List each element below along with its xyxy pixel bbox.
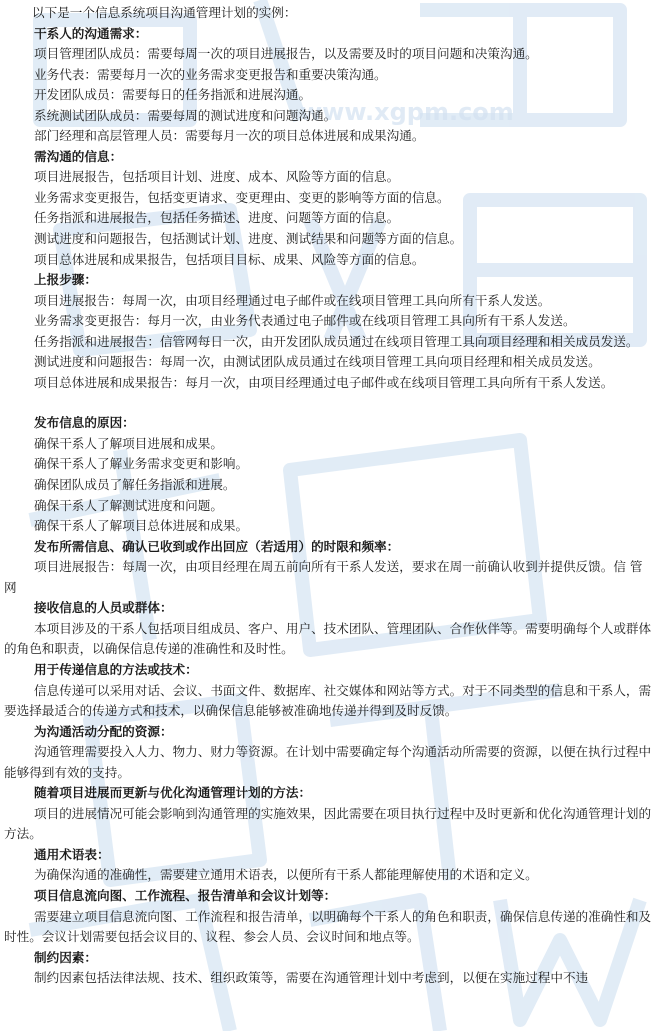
list-item: 部门经理和高层管理人员：需要每月一次的项目总体进展和成果沟通。: [34, 128, 425, 144]
list-item: 业务需求变更报告，包括变更请求、变更理由、变更的影响等方面的信息。: [34, 189, 450, 205]
list-item: 业务需求变更报告：每月一次，由业务代表通过电子邮件或在线项目管理工具向所有干系人发送。: [34, 313, 576, 329]
section-glossary-title: 通用术语表：: [34, 846, 110, 862]
list-item: 系统测试团队成员：需要每周的测试进度和问题沟通。: [34, 107, 337, 123]
section-timing-title: 发布所需信息、确认已收到或作出回应（若适用）的时限和频率：: [34, 538, 400, 554]
paragraph: 需要建立项目信息流向图、工作流程和报告清单，以明确每个干系人的角色和职责，确保信息传递的准确性和及时性。会议计划需要包括会议目的、议程、参会人员、会议时间和地点等。: [4, 908, 652, 945]
list-item: 任务指派和进展报告，包括任务描述、进度、问题等方面的信息。: [34, 210, 400, 226]
section-info-title: 需沟通的信息：: [34, 148, 123, 164]
list-item: 项目管理团队成员：需要每周一次的项目进展报告，以及需要及时的项目问题和决策沟通。: [34, 46, 538, 62]
list-item: 确保干系人了解项目进展和成果。: [34, 435, 223, 451]
paragraph: 为确保沟通的准确性，需要建立通用术语表，以便所有干系人都能理解使用的术语和定义。: [34, 867, 538, 883]
list-item: 项目总体进展和成果报告：每月一次，由项目经理通过电子邮件或在线项目管理工具向所有干系人发送。: [34, 374, 614, 390]
section-resources-title: 为沟通活动分配的资源：: [34, 723, 173, 739]
list-item: 开发团队成员：需要每日的任务指派和进展沟通。: [34, 87, 312, 103]
paragraph: 制约因素包括法律法规、技术、组织政策等，需要在沟通管理计划中考虑到，以便在实施过程中不违: [34, 970, 589, 986]
list-item: 项目进展报告，包括项目计划、进度、成本、风险等方面的信息。: [34, 169, 400, 185]
intro-text: 以下是一个信息系统项目沟通管理计划的实例：: [32, 5, 297, 20]
section-constraints-title: 制约因素：: [34, 949, 97, 965]
section-update-title: 随着项目进展而更新与优化沟通管理计划的方法：: [34, 785, 312, 801]
blank-line: [4, 393, 657, 413]
paragraph: 本项目涉及的干系人包括项目组成员、客户、用户、技术团队、管理团队、合作伙伴等。需要明确每个人或群体的角色和职责，以确保信息传递的准确性和及时性。: [4, 620, 652, 657]
section-reporting-steps-title: 上报步骤：: [34, 272, 97, 288]
watermark-url: www.xgpm.com: [300, 98, 514, 126]
section-flow-title: 项目信息流向图、工作流程、报告清单和会议计划等：: [34, 887, 337, 903]
list-item: 项目进展报告：每周一次，由项目经理通过电子邮件或在线项目管理工具向所有干系人发送。: [34, 292, 551, 308]
list-item: 测试进度和问题报告：每周一次，由测试团队成员通过在线项目管理工具向项目经理和相关成员发送。: [34, 354, 601, 370]
section-methods-title: 用于传递信息的方法或技术：: [34, 661, 198, 677]
list-item: 确保干系人了解业务需求变更和影响。: [34, 456, 249, 472]
section-recipients-title: 接收信息的人员或群体：: [34, 600, 173, 616]
paragraph: 沟通管理需要投入人力、物力、财力等资源。在计划中需要确定每个沟通活动所需要的资源，以便在执行过程中能够得到有效的支持。: [4, 744, 652, 780]
list-item: 确保团队成员了解任务指派和进展。: [34, 477, 236, 493]
paragraph: 项目的进展情况可能会影响到沟通管理的实施效果，因此需要在项目执行过程中及时更新和优化沟通管理计划的方法。: [4, 805, 652, 842]
list-item: 项目总体进展和成果报告，包括项目目标、成果、风险等方面的信息。: [34, 251, 425, 267]
section-stakeholder-needs-title: 干系人的沟通需求：: [34, 25, 148, 41]
paragraph: 项目进展报告：每周一次，由项目经理在周五前向所有干系人发送，要求在周一前确认收到并提供反馈。信 管 网: [4, 559, 643, 595]
section-reasons-title: 发布信息的原因：: [34, 415, 135, 431]
list-item: 确保干系人了解测试进度和问题。: [34, 497, 223, 513]
paragraph: 信息传递可以采用对话、会议、书面文件、数据库、社交媒体和网站等方式。对于不同类型的信息和干系人，需要选择最适合的传递方式和技术，以确保信息能够被准确地传递并得到及时反馈。: [4, 682, 652, 719]
list-item: 测试进度和问题报告，包括测试计划、进度、测试结果和问题等方面的信息。: [34, 231, 463, 247]
list-item: 任务指派和进展报告：信管网每日一次，由开发团队成员通过在线项目管理工具向项目经理和相关成员发送。: [34, 333, 639, 349]
list-item: 确保干系人了解项目总体进展和成果。: [34, 518, 249, 534]
list-item: 业务代表：需要每月一次的业务需求变更报告和重要决策沟通。: [34, 66, 387, 82]
